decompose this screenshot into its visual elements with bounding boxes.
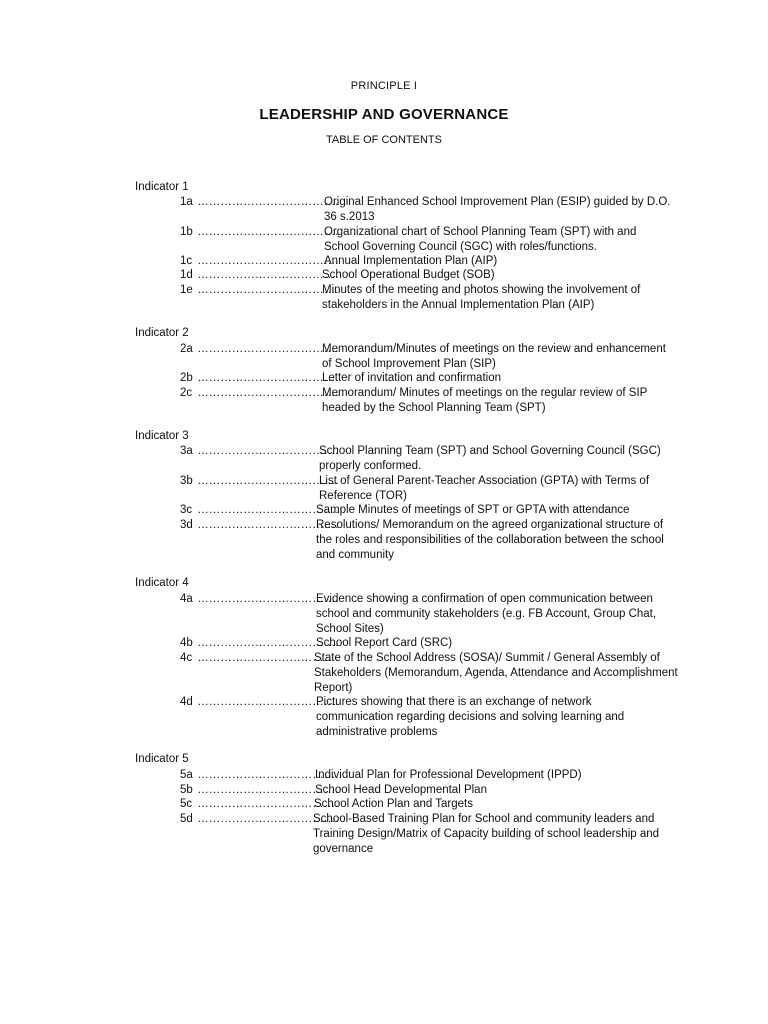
toc-entry-5a-text: Individual Plan for Professional Development (IPPD) <box>315 769 582 781</box>
toc-entry-5d-text: School-Based Training Plan for School and community leaders and Training Design/Matrix of Capacity building of school leadership and governance <box>313 813 660 855</box>
entry-code: 1c <box>180 255 193 267</box>
toc-entry-1d-text: School Operational Budget (SOB) <box>322 269 495 281</box>
toc-entry-4a <box>180 592 338 607</box>
indicator-1-label: Indicator 1 <box>135 181 189 193</box>
entry-code: 1a <box>180 196 193 208</box>
entry-code: 5d <box>180 813 193 825</box>
indicator-3-label: Indicator 3 <box>135 430 189 442</box>
leader-dots: ………………………………. <box>197 652 339 664</box>
entry-code: 4d <box>180 696 193 708</box>
indicator-2-label: Indicator 2 <box>135 327 189 339</box>
leader-dots: ………………………………. <box>197 798 339 810</box>
toc-entry-1e <box>180 283 338 298</box>
entry-code: 5a <box>180 769 193 781</box>
toc-entry-4d-text: Pictures showing that there is an exchange of network communication regarding decisions and solving learning and administrative problems <box>316 696 625 738</box>
toc-entry-4b <box>180 636 338 651</box>
toc-entry-3a-text: School Planning Team (SPT) and School Governing Council (SGC) properly conformed. <box>319 445 661 472</box>
toc-entry-1b-text: Organizational chart of School Planning Team (SPT) with and School Governing Council (SGC) with roles/functions. <box>324 226 637 253</box>
leader-dots: ………………………………. <box>197 475 339 487</box>
leader-dots: ………………………………. <box>197 226 339 238</box>
indicator-4-label: Indicator 4 <box>135 577 189 589</box>
leader-dots: ………………………………. <box>197 784 339 796</box>
toc-heading: TABLE OF CONTENTS <box>326 134 442 146</box>
toc-entry-1c-text: Annual Implementation Plan (AIP) <box>324 255 498 267</box>
entry-code: 2b <box>180 372 193 384</box>
leader-dots: ………………………………. <box>197 387 339 399</box>
leader-dots: ………………………………. <box>197 196 339 208</box>
toc-entry-4c-text: State of the School Address (SOSA)/ Summit / General Assembly of Stakeholders (Memorandum, Agenda, Attendance and Accomplishment Report) <box>314 652 678 694</box>
leader-dots: ………………………………. <box>197 637 339 649</box>
toc-entry-2c <box>180 386 338 401</box>
toc-entry-2a <box>180 342 338 357</box>
leader-dots: ………………………………. <box>197 813 339 825</box>
leader-dots: ………………………………. <box>197 519 339 531</box>
principle-heading: PRINCIPLE I <box>350 80 418 92</box>
leader-dots: ………………………………. <box>197 504 339 516</box>
entry-code: 5b <box>180 784 193 796</box>
toc-entry-2c-text: Memorandum/ Minutes of meetings on the regular review of SIP headed by the School Planning Team (SPT) <box>322 387 648 414</box>
entry-code: 1e <box>180 284 193 296</box>
toc-entry-4d <box>180 695 338 710</box>
toc-entry-1b <box>180 225 338 240</box>
entry-code: 3c <box>180 504 193 516</box>
toc-entry-2b-text: Letter of invitation and confirmation <box>322 372 501 384</box>
leader-dots: ………………………………. <box>197 284 339 296</box>
entry-code: 3b <box>180 475 193 487</box>
toc-entry-1a <box>180 195 338 210</box>
toc-entry-3b-text: List of General Parent-Teacher Association (GPTA) with Terms of Reference (TOR) <box>319 475 650 502</box>
toc-entry-2a-text: Memorandum/Minutes of meetings on the review and enhancement of School Improvement Plan (SIP) <box>322 343 666 370</box>
page-title: LEADERSHIP AND GOVERNANCE <box>259 106 509 123</box>
toc-entry-5c-text: School Action Plan and Targets <box>314 798 473 810</box>
leader-dots: ………………………………. <box>197 769 339 781</box>
toc-entry-3d-text: Resolutions/ Memorandum on the agreed organizational structure of the roles and responsibilities of the collaboration between the school and community <box>316 519 664 561</box>
toc-entry-3d <box>180 518 338 533</box>
leader-dots: ………………………………. <box>197 696 339 708</box>
toc-entry-1e-text: Minutes of the meeting and photos showing the involvement of stakeholders in the Annual Implementation Plan (AIP) <box>322 284 641 311</box>
entry-code: 2c <box>180 387 193 399</box>
entry-code: 1b <box>180 226 193 238</box>
toc-entry-1d <box>180 268 338 283</box>
leader-dots: ………………………………. <box>197 255 339 267</box>
toc-entry-1c <box>180 254 338 269</box>
toc-entry-3c-text: Sample Minutes of meetings of SPT or GPTA with attendance <box>316 504 630 516</box>
entry-code: 5c <box>180 798 193 810</box>
leader-dots: ………………………………. <box>197 445 339 457</box>
toc-entry-2b <box>180 371 338 386</box>
entry-code: 2a <box>180 343 193 355</box>
toc-entry-4b-text: School Report Card (SRC) <box>316 637 453 649</box>
entry-code: 3d <box>180 519 193 531</box>
leader-dots: ………………………………. <box>197 343 339 355</box>
leader-dots: ………………………………. <box>197 372 339 384</box>
toc-entry-3c <box>180 503 338 518</box>
toc-entry-4a-text: Evidence showing a confirmation of open communication between school and community stakeholders (e.g. FB Account, Group Chat, School Sites) <box>316 593 657 635</box>
toc-entry-1a-text: Original Enhanced School Improvement Plan (ESIP) guided by D.O. 36 s.2013 <box>324 196 671 223</box>
entry-code: 4a <box>180 593 193 605</box>
entry-code: 1d <box>180 269 193 281</box>
leader-dots: ………………………………. <box>197 593 339 605</box>
entry-code: 3a <box>180 445 193 457</box>
entry-code: 4b <box>180 637 193 649</box>
toc-entry-5b-text: School Head Developmental Plan <box>315 784 487 796</box>
leader-dots: ………………………………. <box>197 269 339 281</box>
toc-entry-3a <box>180 444 338 459</box>
indicator-5-label: Indicator 5 <box>135 753 189 765</box>
toc-entry-3b <box>180 474 338 489</box>
entry-code: 4c <box>180 652 193 664</box>
